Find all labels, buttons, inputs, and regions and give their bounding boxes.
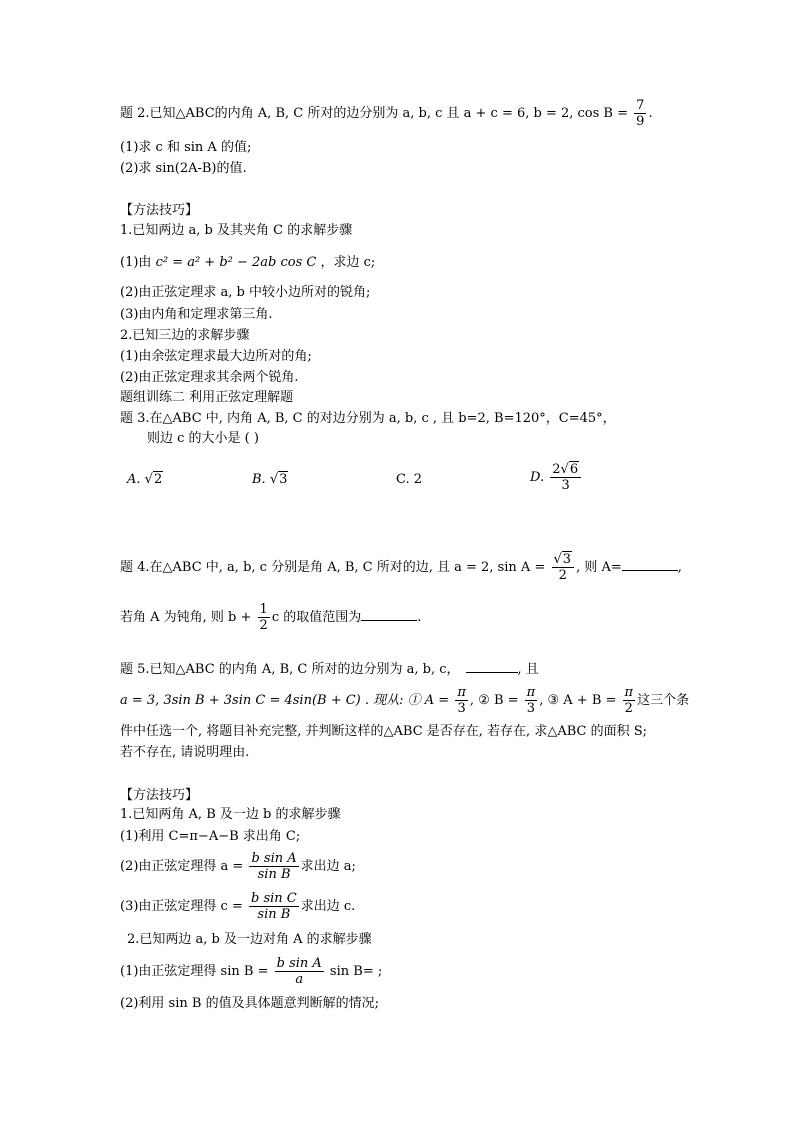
q5-line1 — [120, 660, 539, 678]
c1-num: π — [457, 685, 466, 700]
q4-frac-num: 3 — [562, 552, 572, 567]
c1-den: 3 — [455, 700, 468, 716]
method1-step1-formula: c² = a² + b² − 2ab cos C — [155, 255, 317, 270]
m2-s2-num: b sin A — [251, 851, 297, 866]
q3-line2: 则边 c 的大小是 ( ) — [147, 431, 259, 446]
sqrt-symbol: √3 — [269, 472, 288, 487]
q4-frac-den: 2 — [552, 567, 575, 583]
c3-den: 2 — [623, 700, 636, 716]
q4-l2-fraction — [258, 602, 270, 633]
m2-s2-fraction — [249, 851, 298, 882]
q2-fraction — [634, 98, 646, 129]
q3-option-a[interactable] — [127, 472, 163, 488]
sqrt-symbol: √2 — [144, 472, 163, 487]
q4-post: , 则 A= — [576, 560, 622, 575]
method2-step5: (2)利用 sin B 的值及具体题意判断解的情况; — [120, 996, 379, 1011]
m2-s3-pre: (3)由正弦定理得 c = — [120, 899, 243, 914]
q4-line2 — [120, 602, 421, 633]
q4-fraction: $\frac{√3}{2}$ — [552, 552, 575, 583]
option-b-label: B. — [252, 472, 266, 487]
m2-s4-post: sin B= ; — [325, 964, 383, 979]
m2-s2-pre: (2)由正弦定理得 a = — [120, 859, 244, 874]
m2-s3-den: sin B — [249, 906, 299, 922]
q2-end: . — [648, 106, 653, 121]
q3-option-b[interactable] — [252, 472, 288, 488]
method2-heading: 【方法技巧】 — [120, 788, 199, 803]
method2-step2 — [120, 851, 356, 882]
c2-num: π — [526, 685, 536, 700]
m2-s4-den: a — [275, 971, 324, 987]
q4-l2-den: 2 — [259, 618, 268, 633]
method1-step2: (2)由正弦定理求 a, b 中较小边所对的锐角; — [120, 285, 371, 300]
method1-step3: (3)由内角和定理求第三角. — [120, 307, 273, 322]
q5-mid2: , ③ A + B = — [539, 693, 617, 708]
q5-line2-post: 这三个条 — [637, 693, 690, 708]
method1-title1: 1.已知两边 a, b 及其夹角 C 的求解步骤 — [120, 223, 353, 238]
q4-end: , — [677, 560, 682, 575]
option-d-den: 3 — [550, 477, 581, 493]
method2-step3 — [120, 891, 355, 922]
option-a-value: 2 — [153, 472, 163, 487]
method2-step1: (1)利用 C=π−A−B 求出角 C; — [120, 829, 301, 844]
option-d-coef: 2 — [552, 462, 561, 477]
q2-sub2: (2)求 sin(2A-B)的值. — [120, 161, 247, 176]
q4-l2-end: . — [417, 610, 422, 625]
q3-option-d[interactable] — [530, 462, 583, 493]
group2-title: 题组训练二 利用正弦定理解题 — [120, 390, 294, 405]
m2-s4-pre: (1)由正弦定理得 sin B = — [120, 964, 269, 979]
m2-s3-post: 求出边 c. — [300, 899, 356, 914]
method1-step1-post: ，求边 c; — [320, 255, 376, 270]
q2-statement — [120, 98, 653, 129]
answer-blank[interactable] — [622, 558, 678, 571]
method2-step4 — [120, 956, 382, 987]
c3-num: π — [624, 685, 634, 700]
condition1-fraction — [455, 685, 468, 716]
q5-line4: 若不存在, 请说明理由. — [120, 745, 250, 760]
q5-line2 — [120, 685, 689, 716]
method1-heading: 【方法技巧】 — [120, 203, 199, 218]
q3-option-c[interactable]: C. 2 — [396, 472, 423, 487]
option-d-label: D. — [530, 470, 545, 485]
method1-title2: 2.已知三边的求解步骤 — [120, 328, 250, 343]
option-b-value: 3 — [279, 472, 288, 487]
method1-step4: (1)由余弦定理求最大边所对的角; — [120, 349, 312, 364]
condition3-fraction — [623, 685, 636, 716]
method2-title1: 1.已知两角 A, B 及一边 b 的求解步骤 — [120, 807, 341, 822]
m2-s2-den: sin B — [249, 866, 298, 882]
option-d-rad: 6 — [569, 462, 579, 477]
method1-step1 — [120, 255, 375, 271]
answer-blank[interactable] — [361, 608, 417, 621]
q2-sub1: (1)求 c 和 sin A 的值; — [120, 140, 252, 155]
q4-l2-num: 1 — [259, 602, 268, 617]
q4-pre: 题 4.在△ABC 中, a, b, c 分别是角 A, B, C 所对的边, 且 a = 2, sin A = — [120, 560, 546, 575]
q5-line2-pre: a = 3, 3sin B + 3sin C = 4sin(B + C) . 现从: ① A = — [120, 693, 450, 708]
q4-l2-pre: 若角 A 为钝角, 则 b + — [120, 610, 252, 625]
q2-frac-num: 7 — [636, 98, 645, 113]
q3-line1: 题 3.在△ABC 中, 内角 A, B, C 的对边分别为 a, b, c , 且 b=2, B=120°，C=45°， — [120, 411, 616, 426]
m2-s4-fraction — [275, 956, 324, 987]
condition2-fraction — [525, 685, 538, 716]
option-d-fraction: $\frac{2√6}{3}$ — [550, 462, 581, 493]
q2-frac-den: 9 — [636, 114, 645, 129]
option-a-label: A. — [127, 472, 141, 487]
condition-blank[interactable] — [466, 660, 518, 673]
method2-title2: 2.已知两边 a, b 及一边对角 A 的求解步骤 — [127, 932, 372, 947]
method1-step5: (2)由正弦定理求其余两个锐角. — [120, 370, 299, 385]
q2-intro: 题 2.已知△ABC的内角 A, B, C 所对的边分别为 a, b, c 且 a + c = 6, b = 2, cos B = — [120, 106, 629, 121]
q5-line1-pre: 题 5.已知△ABC 的内角 A, B, C 所对的边分别为 a, b, c， — [120, 662, 460, 677]
c2-den: 3 — [525, 700, 538, 716]
q5-line1-post: , 且 — [517, 662, 539, 677]
q4-line1 — [120, 552, 682, 583]
q4-l2-post: c 的取值范围为 — [271, 610, 362, 625]
method1-step1-pre: (1)由 — [120, 255, 152, 270]
m2-s3-fraction — [249, 891, 299, 922]
q5-line3: 件中任选一个, 将题目补充完整, 并判断这样的△ABC 是否存在, 若存在, 求△ABC 的面积 S; — [120, 724, 647, 739]
m2-s4-num: b sin A — [276, 956, 322, 971]
m2-s2-post: 求出边 a; — [300, 859, 356, 874]
m2-s3-num: b sin C — [251, 891, 297, 906]
q5-mid1: , ② B = — [469, 693, 519, 708]
